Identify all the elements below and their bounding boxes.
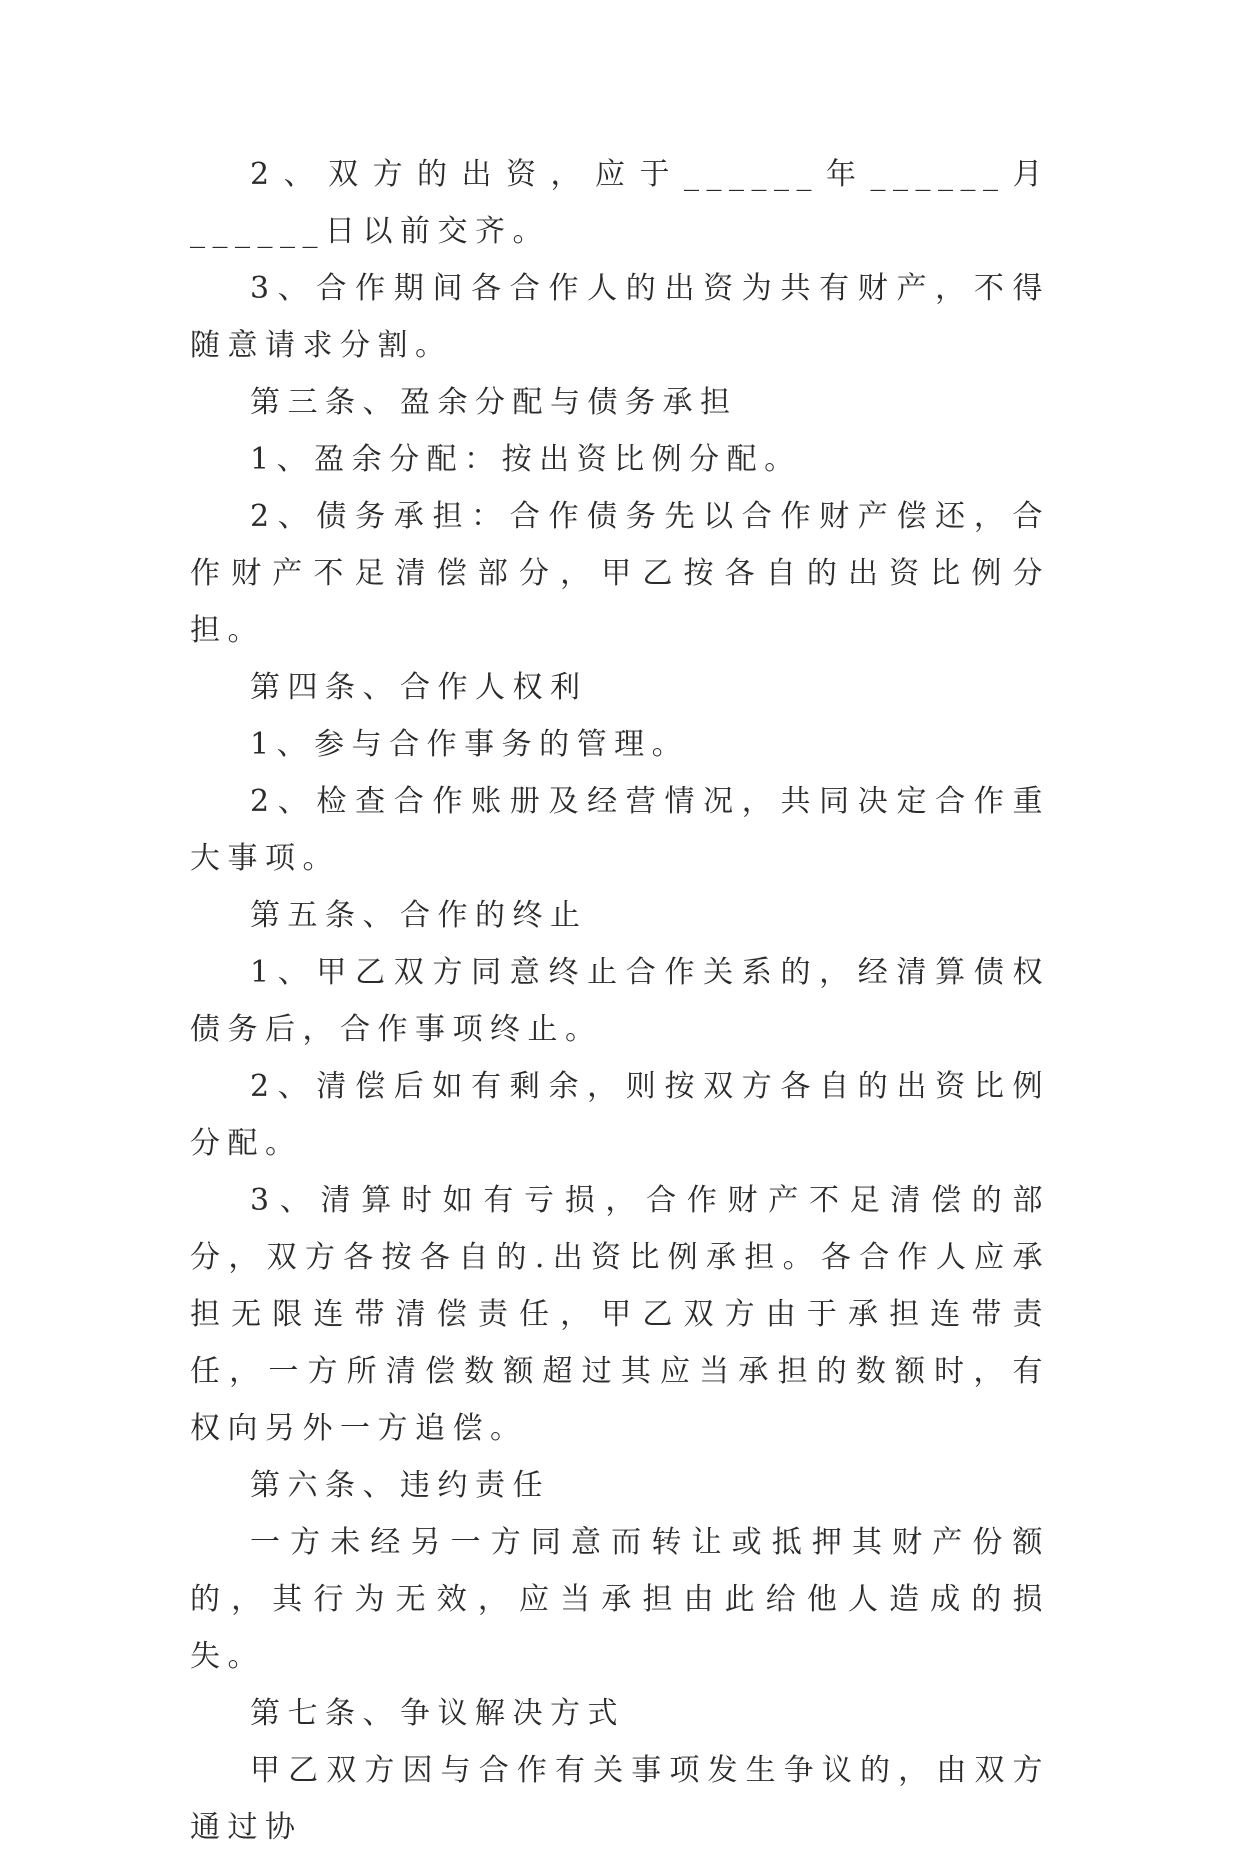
paragraph-termination: 1、甲乙双方同意终止合作关系的，经清算债权债务后，合作事项终止。 bbox=[190, 955, 1050, 1047]
document-page bbox=[190, 146, 1050, 1856]
heading-article-6: 第六条、违约责任 bbox=[250, 1468, 550, 1503]
paragraph-profit-distribution: 1、盈余分配：按出资比例分配。 bbox=[250, 442, 802, 477]
paragraph-surplus: 2、清偿后如有剩余，则按双方各自的出资比例分配。 bbox=[190, 1069, 1050, 1161]
paragraph-capital-deadline: 2、双方的出资，应于______年______月______日以前交齐。 bbox=[190, 157, 1050, 249]
paragraph-inspect-accounts: 2、检查合作账册及经营情况，共同决定合作重大事项。 bbox=[190, 784, 1050, 876]
heading-article-7: 第七条、争议解决方式 bbox=[250, 1696, 625, 1731]
heading-article-4: 第四条、合作人权利 bbox=[250, 670, 588, 705]
heading-article-3: 第三条、盈余分配与债务承担 bbox=[250, 385, 738, 420]
paragraph-breach: 一方未经另一方同意而转让或抵押其财产份额的，其行为无效，应当承担由此给他人造成的损失。 bbox=[190, 1525, 1050, 1674]
paragraph-shared-property: 3、合作期间各合作人的出资为共有财产，不得随意请求分割。 bbox=[190, 271, 1050, 363]
paragraph-loss: 3、清算时如有亏损，合作财产不足清偿的部分，双方各按各自的.出资比例承担。各合作人应承担无限连带清偿责任，甲乙双方由于承担连带责任，一方所清偿数额超过其应当承担的数额时，有权向另外一方追偿。 bbox=[190, 1183, 1050, 1446]
heading-article-5: 第五条、合作的终止 bbox=[250, 898, 588, 933]
paragraph-participate-management: 1、参与合作事务的管理。 bbox=[250, 727, 690, 762]
paragraph-dispute: 甲乙双方因与合作有关事项发生争议的，由双方通过协 bbox=[190, 1753, 1050, 1845]
paragraph-debt-bearing: 2、债务承担：合作债务先以合作财产偿还，合作财产不足清偿部分，甲乙按各自的出资比例分担。 bbox=[190, 499, 1050, 648]
